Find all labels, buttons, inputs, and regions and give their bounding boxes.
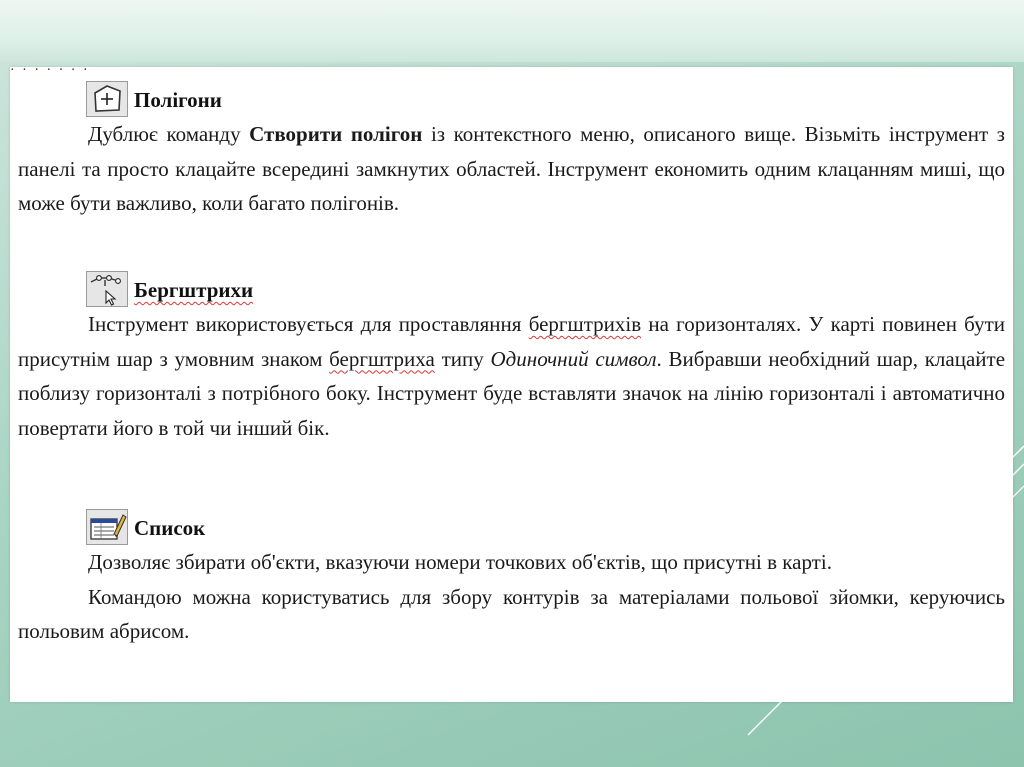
paragraph: Командою можна користуватись для збору контурів за матеріалами польової зйомки, керуючись польовим абрисом. xyxy=(18,584,1005,643)
document-page xyxy=(10,63,1013,702)
paragraph: Інструмент використовується для проставляння бергштрихів на горизонталях. У карті повинен бути присутнім шар з умовним знаком бергштриха типу Одиночний символ. Вибравши необхідний шар, клацайте поблизу горизонталі з потрібного боку. Інструмент буде вставляти значок на лінію горизонталі і автоматично повертати його в той чи інший бік. xyxy=(18,312,1006,440)
hachure-tool-icon xyxy=(86,271,128,307)
list-tool-icon xyxy=(86,509,128,545)
section-polygons xyxy=(18,75,1005,221)
section-heading: Полігони xyxy=(134,88,222,112)
section-heading: Бергштрихи xyxy=(134,278,254,302)
section-list xyxy=(18,503,1005,649)
paragraph: Дозволяє збирати об'єкти, вказуючи номери точкових об'єктів, що присутні в карті. xyxy=(88,550,832,574)
paragraph: Дублює команду Створити полігон із контекстного меню, описаного вище. Візьміть інструмент з панелі та просто клацайте всередині замкнутих областей. Інструмент економить одним клацанням миші, що може бути важливо, коли багато полігонів. xyxy=(18,122,1005,215)
cropped-text-fragment: · · · · · · · xyxy=(10,63,90,78)
slide-top-band xyxy=(0,0,1024,62)
polygon-tool-icon xyxy=(86,81,128,117)
section-heading: Список xyxy=(134,516,206,540)
section-hachures xyxy=(18,265,1005,445)
